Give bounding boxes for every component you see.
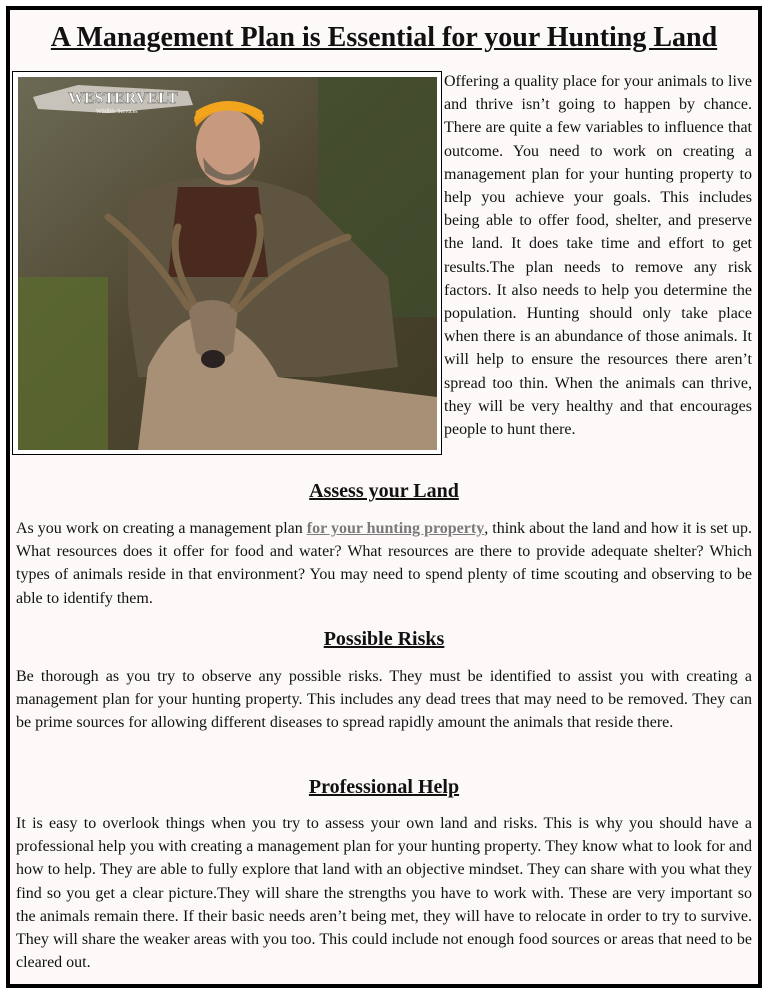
assess-text-end: , think about the land and how it is set up. What resources does it offer for food and water? What resources are there to provide adequate shelter? Which types of animals reside in that environment? You may need to spend plenty of time scouting and observing to be able to identify them. (16, 520, 752, 607)
svg-text:Wildlife Services: Wildlife Services (96, 109, 138, 115)
hunter-with-deer-image (18, 77, 437, 450)
assess-text-start: As you work on creating a management plan (16, 520, 307, 537)
page-title: A Management Plan is Essential for your Hunting Land (50, 22, 718, 53)
document-page (6, 6, 762, 988)
intro-paragraph: Offering a quality place for your animals to live and thrive isn’t going to happen by chance. There are quite a few variables to influence that outcome. You need to work on creating a management plan for your hunting property to help you achieve your goals. This includes being able to offer food, shelter, and preserve the land. It does take time and effort to get results.The plan needs to remove any risk factors. It also needs to help you determine the population. Hunting should only take place when there is an abundance of those animals. It will help to ensure the resources there aren’t spread too thin. When the animals can thrive, they will be very healthy and that encourages people to hunt there. (444, 73, 752, 439)
assess-paragraph (16, 517, 752, 610)
hunter-photo (12, 71, 442, 455)
svg-text:WESTERVELT: WESTERVELT (68, 90, 179, 107)
heading-possible-risks: Possible Risks (323, 628, 445, 650)
hunting-property-link[interactable]: for your hunting property (306, 520, 485, 537)
heading-professional-help: Professional Help (308, 776, 460, 798)
risks-paragraph: Be thorough as you try to observe any possible risks. They must be identified to assist you with creating a management plan for your hunting property. This includes any dead trees that may need to be removed. They can be prime sources for allowing different diseases to spread rapidly amount the animals that reside there. (16, 668, 752, 732)
heading-assess-your-land: Assess your Land (309, 480, 459, 502)
photo-illustration (18, 77, 437, 450)
professional-help-paragraph: It is easy to overlook things when you try to assess your own land and risks. This is why you should have a professional help you with creating a management plan for your hunting property. They know what to look for and how to help. They are able to fully explore that land with an objective mindset. They can share with you what they find so you get a clear picture.They will share the strengths you have to work with. These are very important so the animals remain there. If their basic needs aren’t being met, they will have to relocate in order to try to survive. They will share the weaker areas with you too. This could include not enough food sources or areas that need to be cleared out. (16, 815, 752, 972)
